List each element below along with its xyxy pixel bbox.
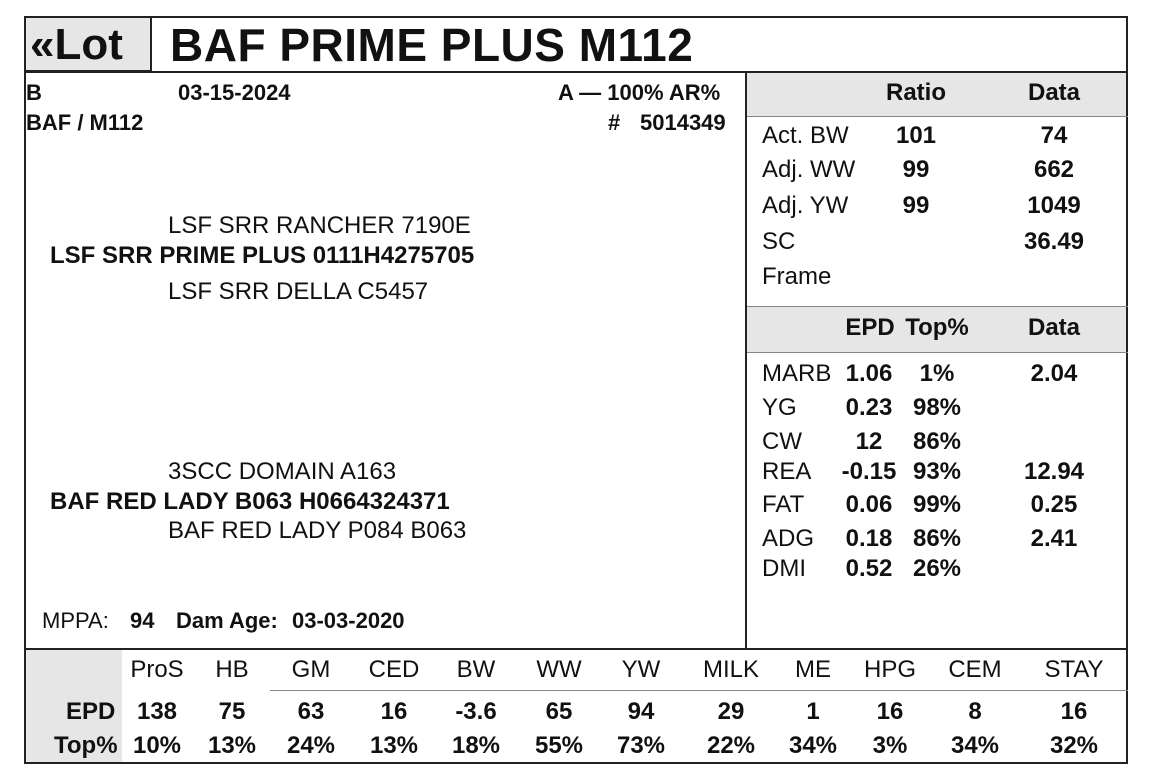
top-percent-value: 22%: [706, 732, 756, 759]
dam-sire: 3SCC DOMAIN A163: [168, 458, 397, 485]
epd-column-header: STAY: [1044, 656, 1104, 683]
top-percent-value: 34%: [788, 732, 838, 759]
carcass-top: 98%: [912, 394, 962, 421]
epd-value: 63: [297, 698, 325, 725]
top-percent-value: 55%: [534, 732, 584, 759]
top-percent-value: 34%: [950, 732, 1000, 759]
carcass-header-line: [747, 352, 1128, 353]
top-row-label: Top%: [54, 732, 118, 759]
perf-ratio: 99: [902, 192, 930, 219]
carcass-epd: 12: [855, 428, 883, 455]
top-percent-value: 18%: [451, 732, 501, 759]
top-percent-value: 3%: [872, 732, 908, 759]
carcass-top: 99%: [912, 491, 962, 518]
epd-value: 75: [218, 698, 246, 725]
perf-label: SC: [762, 228, 796, 255]
carcass-data: 12.94: [1023, 458, 1085, 485]
perf-label: Act. BW: [762, 122, 849, 149]
perf-data: 1049: [1027, 192, 1081, 219]
epd-column-header: WW: [536, 656, 582, 683]
carcass-data: 2.41: [1030, 525, 1078, 552]
mppa-label: MPPA:: [42, 608, 109, 633]
top-percent-value: 13%: [207, 732, 257, 759]
epd-column-header: MILK: [702, 656, 759, 683]
epd-value: 65: [545, 698, 573, 725]
birth-date: 03-15-2024: [178, 80, 291, 105]
right-panel-divider: [745, 71, 747, 649]
carcass-header-epd: EPD: [845, 314, 895, 341]
dam-age: 03-03-2020: [292, 608, 405, 633]
epd-value: 16: [876, 698, 904, 725]
carcass-epd: 0.06: [845, 491, 893, 518]
ar-status: A — 100% AR%: [558, 80, 721, 105]
carcass-top: 86%: [912, 428, 962, 455]
carcass-top: 1%: [919, 360, 955, 387]
breed-code: B: [26, 80, 42, 105]
carcass-label: MARB: [762, 360, 832, 387]
lot-card-frame: [24, 16, 1128, 764]
dam-dam: BAF RED LADY P084 B063: [168, 517, 467, 544]
epd-column-header: CEM: [948, 656, 1002, 683]
epd-table-header-line: [270, 690, 1128, 691]
carcass-label: CW: [762, 428, 802, 455]
perf-data: 74: [1040, 122, 1068, 149]
carcass-header-top: Top%: [905, 314, 969, 341]
carcass-epd: 0.23: [845, 394, 893, 421]
sire-dam: LSF SRR DELLA C5457: [168, 278, 429, 305]
perf-ratio: 99: [902, 156, 930, 183]
epd-column-header: YW: [621, 656, 661, 683]
perf-label: Adj. WW: [762, 156, 856, 183]
tattoo: BAF / M112: [26, 110, 144, 135]
dam: BAF RED LADY B063 H0664324371: [50, 488, 450, 515]
epd-row-label: EPD: [66, 698, 116, 725]
epd-value: 1: [806, 698, 820, 725]
animal-name: BAF PRIME PLUS M112: [170, 19, 694, 71]
epd-value: 8: [968, 698, 982, 725]
carcass-label: YG: [762, 394, 797, 421]
lot-link-box[interactable]: [24, 16, 152, 72]
sire: LSF SRR PRIME PLUS 0111H4275705: [50, 242, 475, 269]
epd-value: 138: [136, 698, 178, 725]
reg-prefix: #: [608, 110, 621, 135]
sire-sire: LSF SRR RANCHER 7190E: [168, 212, 471, 239]
epd-column-header: BW: [456, 656, 496, 683]
carcass-label: ADG: [762, 525, 815, 552]
dam-age-label: Dam Age:: [176, 608, 278, 633]
epd-value: 16: [1060, 698, 1088, 725]
carcass-epd: 1.06: [845, 360, 893, 387]
epd-column-header: HPG: [863, 656, 916, 683]
carcass-data: 0.25: [1030, 491, 1078, 518]
carcass-header-data: Data: [1027, 314, 1081, 341]
top-percent-value: 10%: [132, 732, 182, 759]
registration-number: 5014349: [640, 110, 726, 135]
epd-column-header: ProS: [130, 656, 184, 683]
epd-value: 16: [380, 698, 408, 725]
carcass-top: 86%: [912, 525, 962, 552]
carcass-top: 93%: [912, 458, 962, 485]
carcass-label: FAT: [762, 491, 805, 518]
epd-value: 29: [717, 698, 745, 725]
mppa-value: 94: [130, 608, 155, 633]
top-percent-value: 73%: [616, 732, 666, 759]
lot-link[interactable]: «Lot: [30, 20, 123, 69]
perf-data: 36.49: [1023, 228, 1085, 255]
perf-label: Frame: [762, 263, 832, 290]
epd-column-header: ME: [795, 656, 831, 683]
carcass-label: REA: [762, 458, 812, 485]
carcass-top: 26%: [912, 555, 962, 582]
top-percent-value: 32%: [1049, 732, 1099, 759]
carcass-epd: 0.52: [845, 555, 893, 582]
carcass-data: 2.04: [1030, 360, 1078, 387]
epd-column-header: CED: [368, 656, 420, 683]
epd-value: -3.6: [455, 698, 497, 725]
top-percent-value: 13%: [369, 732, 419, 759]
epd-table-top-line: [24, 648, 1128, 650]
epd-column-header: HB: [215, 656, 249, 683]
perf-data: 662: [1033, 156, 1075, 183]
perf-header-data: Data: [1027, 79, 1081, 106]
top-percent-value: 24%: [286, 732, 336, 759]
perf-header-line: [747, 116, 1128, 117]
perf-ratio: 101: [895, 122, 937, 149]
carcass-epd: -0.15: [841, 458, 897, 485]
carcass-label: DMI: [762, 555, 806, 582]
carcass-epd: 0.18: [845, 525, 893, 552]
perf-label: Adj. YW: [762, 192, 849, 219]
epd-column-header: GM: [291, 656, 331, 683]
perf-header-ratio: Ratio: [886, 79, 946, 106]
epd-value: 94: [627, 698, 655, 725]
